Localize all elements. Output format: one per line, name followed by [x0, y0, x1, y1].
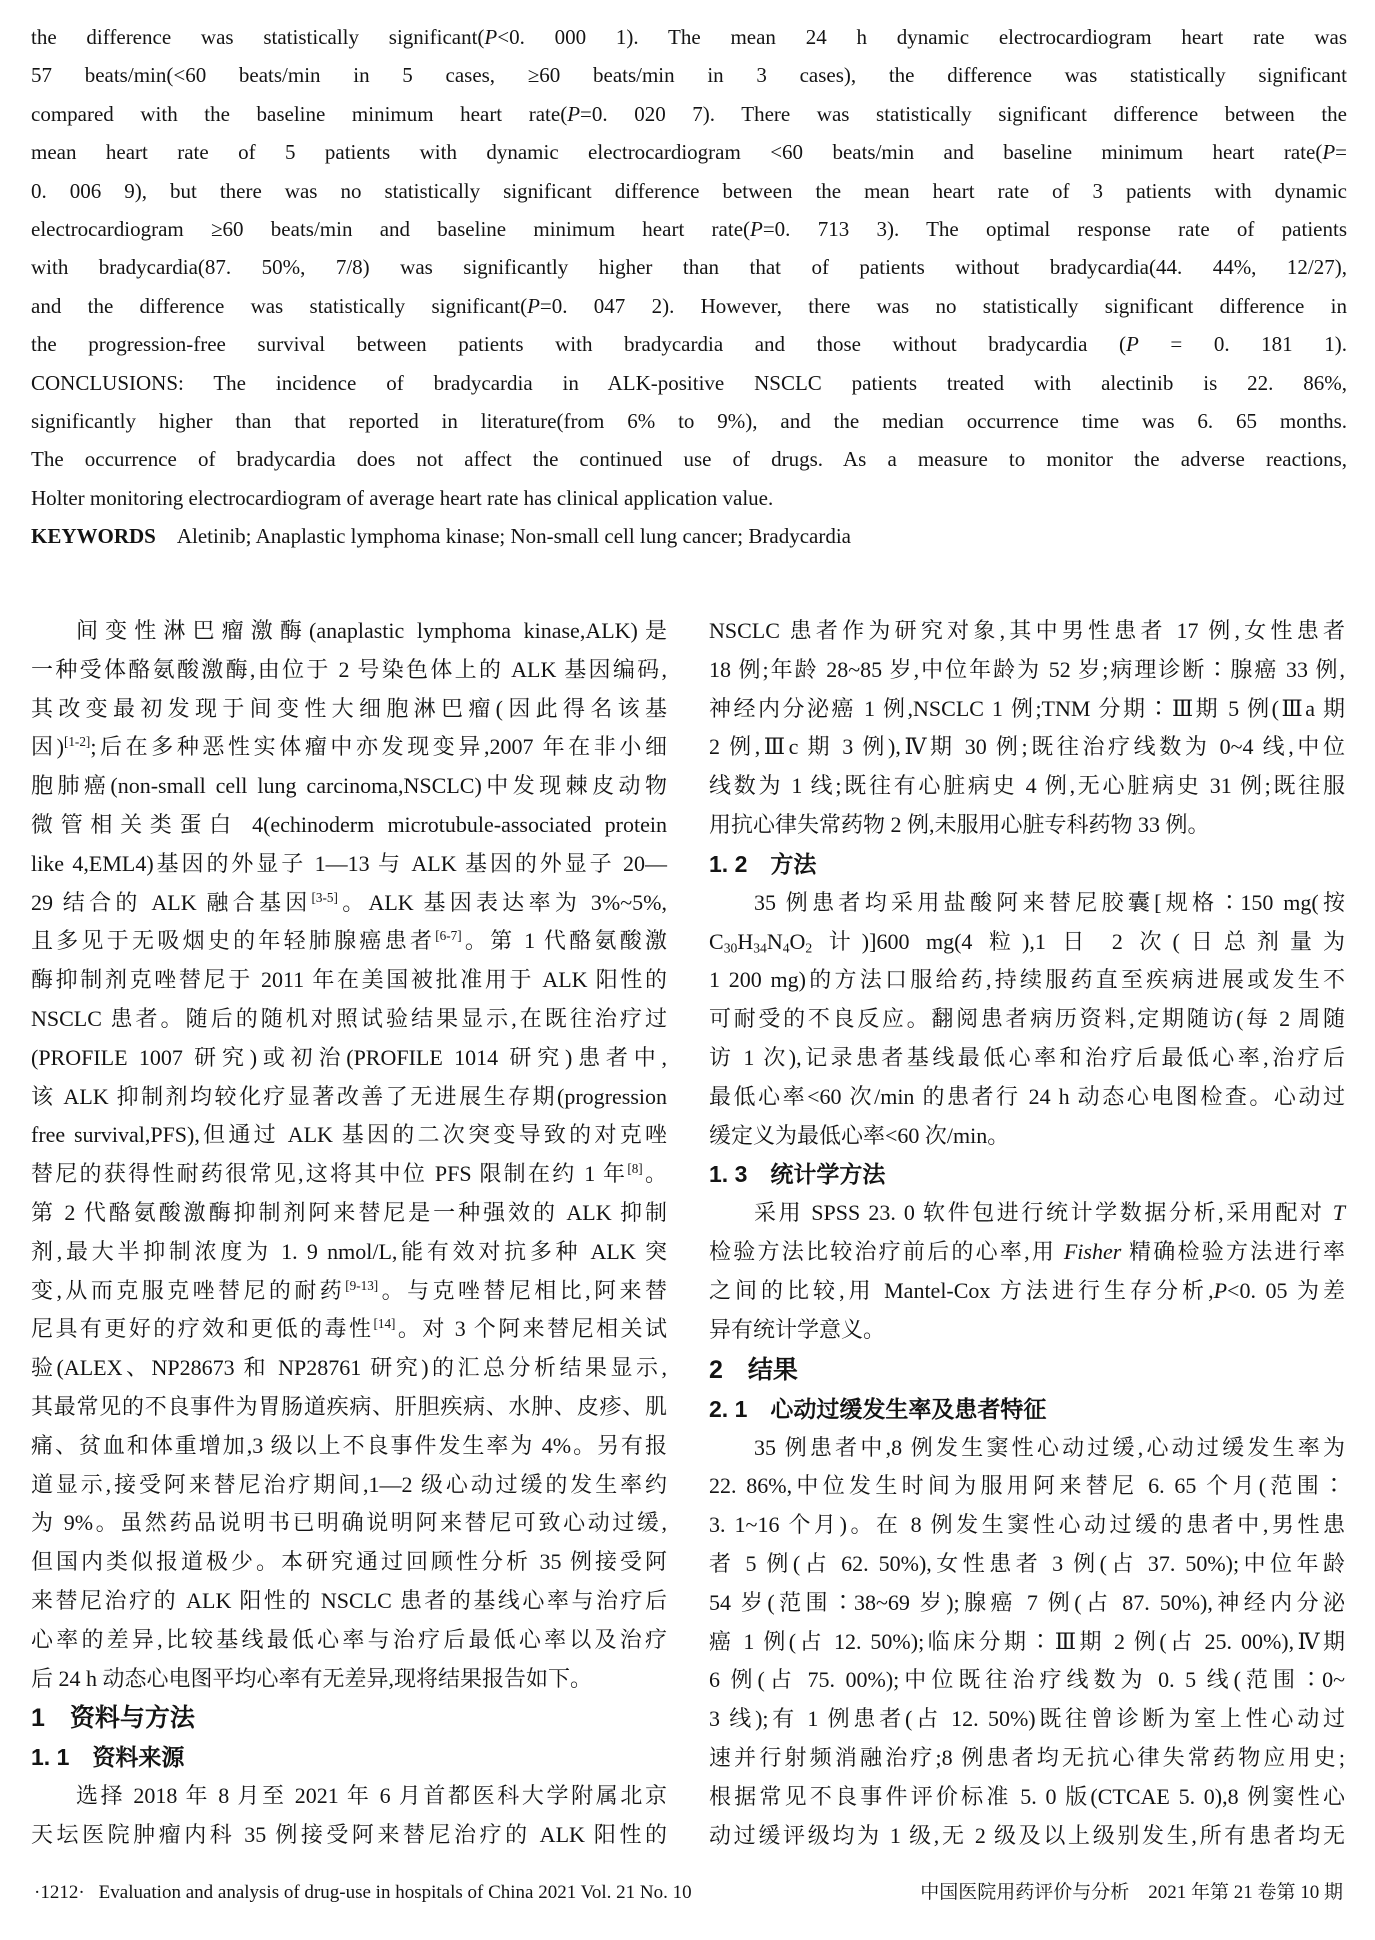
text-line: free survival,PFS),但通过 ALK 基因的二次突变导致的对克唑 [31, 1122, 667, 1148]
text-line: with bradycardia(87. 50%, 7/8) was significantly higher than that of patients without bradycardia(44. 44%, 12/27), [31, 255, 1347, 280]
text-line: 0. 006 9), but there was no statistically significant difference between the mean heart rate of 3 patients with dynamic [31, 178, 1347, 203]
text-line: 动过缓评级均为 1 级,无 2 级及以上级别发生,所有患者均无 [709, 1822, 1345, 1848]
journal-title-en: Evaluation and analysis of drug-use in hospitals of China 2021 Vol. 21 No. 10 [98, 1882, 692, 1903]
text-line: 用抗心律失常药物 2 例,未服用心脏专科药物 33 例。 [709, 811, 1210, 837]
right-column [709, 612, 1345, 1855]
text-line: 尼具有更好的疗效和更低的毒性[14]。对 3 个阿来替尼相关试 [31, 1316, 667, 1342]
text-line: 心率的差异,比较基线最低心率与治疗后最低心率以及治疗 [31, 1626, 667, 1652]
text-line: 道显示,接受阿来替尼治疗期间,1—2 级心动过缓的发生率约 [31, 1471, 667, 1497]
text-line: and the difference was statistically significant(P=0. 047 2). However, there was no statistically significant difference in [31, 293, 1348, 318]
text-line: 因)[1-2];后在多种恶性实体瘤中亦发现变异,2007 年在非小细 [31, 734, 667, 760]
subsection-heading-1-2: 1. 2 方法 [709, 850, 817, 877]
text-line: 癌 1 例(占 12. 50%);临床分期∶Ⅲ期 2 例(占 25. 00%),Ⅳ期 [709, 1628, 1345, 1654]
text-line: 该 ALK 抑制剂均较化疗显著改善了无进展生存期(progression [31, 1083, 667, 1109]
text-line: (PROFILE 1007 研究)或初治(PROFILE 1014 研究)患者中, [31, 1044, 667, 1070]
subsection-heading-1-3: 1. 3 统计学方法 [709, 1161, 886, 1188]
text-line: 但国内类似报道极少。本研究通过回顾性分析 35 例接受阿 [31, 1549, 667, 1575]
text-line: 访 1 次),记录患者基线最低心率和治疗后最低心率,治疗后 [709, 1044, 1345, 1070]
text-line: 剂,最大半抑制浓度为 1. 9 nmol/L,能有效对抗多种 ALK 突 [31, 1238, 667, 1264]
text-line: 3 线);有 1 例患者(占 12. 50%)既往曾诊断为室上性心动过 [709, 1706, 1345, 1732]
text-line: 18 例;年龄 28~85 岁,中位年龄为 52 岁;病理诊断∶腺癌 33 例, [709, 656, 1345, 682]
text-line: 第 2 代酪氨酸激酶抑制剂阿来替尼是一种强效的 ALK 抑制 [31, 1199, 667, 1225]
text-line: 35 例患者均采用盐酸阿来替尼胶囊[规格∶150 mg(按 [754, 889, 1345, 915]
text-line: 3. 1~16 个月)。在 8 例发生窦性心动过缓的患者中,男性患 [709, 1512, 1345, 1538]
abstract-english-section [31, 18, 1347, 556]
text-line: 微管相关类蛋白 4(echinoderm microtubule-associated protein [31, 811, 667, 837]
text-line: 57 beats/min(<60 beats/min in 5 cases, ≥60 beats/min in 3 cases), the difference was statistically significant [31, 63, 1347, 88]
text-line: 29 结合的 ALK 融合基因[3-5]。ALK 基因表达率为 3%~5%, [31, 889, 667, 915]
text-line: Holter monitoring electrocardiogram of average heart rate has clinical application value. [31, 485, 774, 510]
text-line: 替尼的获得性耐药很常见,这将其中位 PFS 限制在约 1 年[8]。 [31, 1161, 667, 1187]
text-line: NSCLC 患者作为研究对象,其中男性患者 17 例,女性患者 [709, 618, 1345, 643]
text-line: $C_{30}H_{34}N_4O_2$ 计)]600 mg(4 粒),1 日 2 次(日总剂量为 [709, 928, 1345, 955]
text-line: 其最常见的不良事件为胃肠道疾病、肝胆疾病、水肿、皮疹、肌 [31, 1393, 667, 1419]
journal-title-cn: 中国医院用药评价与分析 2021 年第 21 卷第 10 期 [920, 1882, 1343, 1903]
text-line: 间变性淋巴瘤激酶(anaplastic lymphoma kinase,ALK)是 [76, 618, 667, 643]
text-line: 来替尼治疗的 ALK 阳性的 NSCLC 患者的基线心率与治疗后 [31, 1587, 667, 1613]
text-line: 其改变最初发现于间变性大细胞淋巴瘤(因此得名该基 [31, 695, 667, 721]
text-line: significantly higher than that reported in literature(from 6% to 9%), and the median occurrence time was 6. 65 months. [31, 409, 1347, 434]
text-line: the progression-free survival between patients with bradycardia and those without bradycardia (P = 0. 181 1). [31, 332, 1347, 357]
left-column [31, 612, 667, 1855]
text-line: 选择 2018 年 8 月至 2021 年 6 月首都医科大学附属北京 [76, 1783, 667, 1809]
text-line: 速并行射频消融治疗;8 例患者均无抗心律失常药物应用史; [709, 1744, 1345, 1770]
text-line: 22. 86%,中位发生时间为服用阿来替尼 6. 65 个月(范围∶ [709, 1473, 1345, 1499]
text-line: 者 5 例(占 62. 50%),女性患者 3 例(占 37. 50%);中位年龄 [709, 1550, 1345, 1576]
page-number: ·1212· [34, 1882, 85, 1903]
text-line: 最低心率<60 次/min 的患者行 24 h 动态心电图检查。心动过 [709, 1083, 1345, 1109]
text-line: 痛、贫血和体重增加,3 级以上不良事件发生率为 4%。另有报 [31, 1432, 667, 1458]
text-line: 异有统计学意义。 [709, 1316, 886, 1342]
page-footer [34, 1878, 1343, 1908]
two-column-body [31, 612, 1345, 1855]
text-line: electrocardiogram ≥60 beats/min and baseline minimum heart rate(P=0. 713 3). The optimal response rate of patients [31, 217, 1347, 242]
text-line: 且多见于无吸烟史的年轻肺腺癌患者[6-7]。第 1 代酪氨酸激 [31, 928, 667, 954]
keywords-line: KEYWORDS Aletinib; Anaplastic lymphoma kinase; Non-small cell lung cancer; Bradycardia [31, 524, 851, 549]
subsection-heading-2-1: 2. 1 心动过缓发生率及患者特征 [709, 1395, 1047, 1422]
text-line: 胞肺癌(non-small cell lung carcinoma,NSCLC)中发现棘皮动物 [31, 773, 667, 799]
text-line: 可耐受的不良反应。翻阅患者病历资料,定期随访(每 2 周随 [709, 1006, 1345, 1032]
text-line: 6 例(占 75. 00%);中位既往治疗线数为 0. 5 线(范围∶0~ [709, 1667, 1345, 1693]
text-line: 神经内分泌癌 1 例,NSCLC 1 例;TNM 分期∶Ⅲ期 5 例(Ⅲa 期 [709, 695, 1345, 721]
text-line: 变,从而克服克唑替尼的耐药[9-13]。与克唑替尼相比,阿来替 [31, 1277, 667, 1303]
text-line: 酶抑制剂克唑替尼于 2011 年在美国被批准用于 ALK 阳性的 [31, 967, 667, 993]
text-line: 根据常见不良事件评价标准 5. 0 版(CTCAE 5. 0),8 例窦性心 [709, 1783, 1345, 1809]
text-line: 线数为 1 线;既往有心脏病史 4 例,无心脏病史 31 例;既往服 [709, 773, 1345, 799]
text-line: 54 岁(范围∶38~69 岁);腺癌 7 例(占 87. 50%),神经内分泌 [709, 1589, 1345, 1615]
section-heading-2: 2 结果 [709, 1355, 798, 1384]
subsection-heading-1-1: 1. 1 资料来源 [31, 1744, 185, 1771]
text-line: mean heart rate of 5 patients with dynamic electrocardiogram <60 beats/min and baseline minimum heart rate(P= [31, 140, 1347, 165]
section-heading-1: 1 资料与方法 [31, 1704, 195, 1733]
text-line: 一种受体酪氨酸激酶,由位于 2 号染色体上的 ALK 基因编码, [31, 656, 667, 682]
text-line: like 4,EML4)基因的外显子 1—13 与 ALK 基因的外显子 20— [31, 850, 668, 876]
text-line: 天坛医院肿瘤内科 35 例接受阿来替尼治疗的 ALK 阳性的 [31, 1822, 667, 1848]
text-line: 之间的比较,用 Mantel-Cox 方法进行生存分析,P<0. 05 为差 [709, 1277, 1345, 1303]
text-line: 缓定义为最低心率<60 次/min。 [709, 1122, 1010, 1148]
text-line: 验(ALEX、NP28673 和 NP28761 研究)的汇总分析结果显示, [31, 1355, 667, 1381]
text-line: the difference was statistically significant(P<0. 000 1). The mean 24 h dynamic electrocardiogram heart rate was [31, 25, 1347, 49]
text-line: compared with the baseline minimum heart rate(P=0. 020 7). There was statistically significant difference between the [31, 101, 1347, 126]
text-line: NSCLC 患者。随后的随机对照试验结果显示,在既往治疗过 [31, 1005, 667, 1031]
text-line: 1 200 mg)的方法口服给药,持续服药直至疾病进展或发生不 [709, 967, 1345, 993]
text-line: 35 例患者中,8 例发生窦性心动过缓,心动过缓发生率为 [754, 1434, 1345, 1460]
text-line: 为 9%。虽然药品说明书已明确说明阿来替尼可致心动过缓, [31, 1510, 667, 1536]
footer-left [34, 1878, 706, 1908]
text-line: CONCLUSIONS: The incidence of bradycardia in ALK-positive NSCLC patients treated with alectinib is 22. 86%, [31, 370, 1347, 395]
text-line: The occurrence of bradycardia does not affect the continued use of drugs. As a measure to monitor the adverse reactions, [31, 447, 1347, 472]
text-line: 2 例,Ⅲc 期 3 例),Ⅳ期 30 例;既往治疗线数为 0~4 线,中位 [709, 734, 1345, 760]
text-line: 采用 SPSS 23. 0 软件包进行统计学数据分析,采用配对 T [754, 1200, 1345, 1226]
text-line: 后 24 h 动态心电图平均心率有无差异,现将结果报告如下。 [31, 1665, 593, 1691]
text-line: 检验方法比较治疗前后的心率,用 Fisher 精确检验方法进行率 [709, 1239, 1345, 1265]
